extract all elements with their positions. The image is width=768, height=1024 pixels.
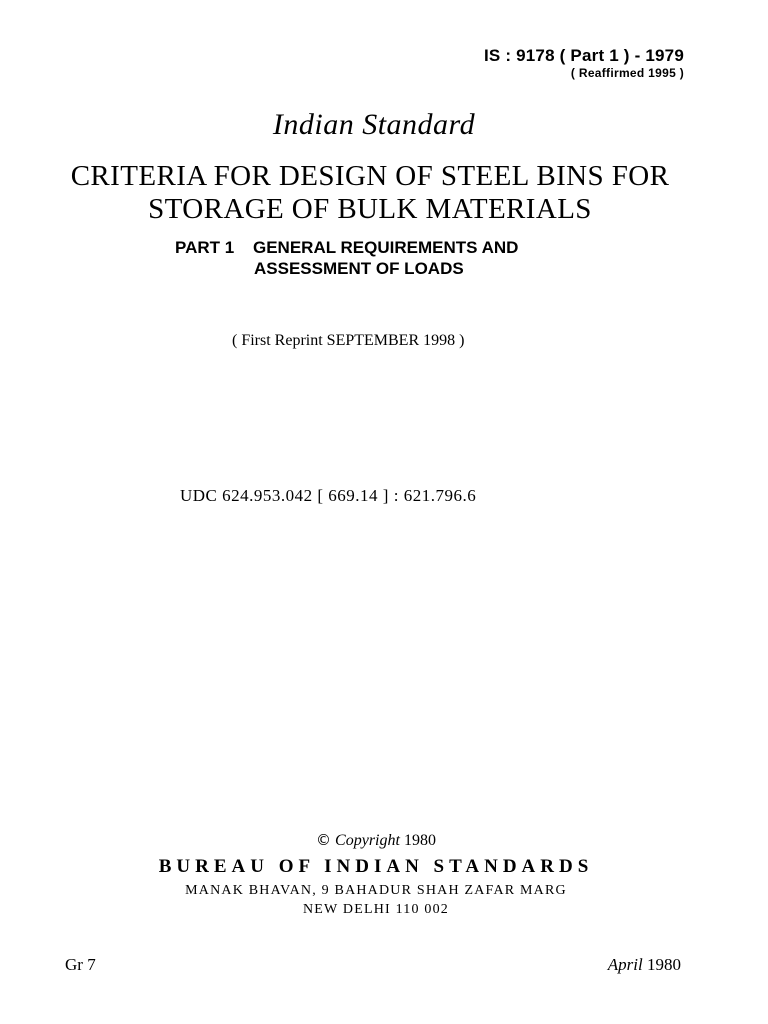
udc-classification: UDC 624.953.042 [ 669.14 ] : 621.796.6: [180, 486, 477, 505]
part-label: PART 1: [175, 238, 235, 257]
subtitle-line-2: ASSESSMENT OF LOADS: [254, 259, 464, 278]
subtitle-line-1: GENERAL REQUIREMENTS AND: [253, 238, 519, 257]
reaffirmed-note: ( Reaffirmed 1995 ): [570, 66, 684, 80]
copyright-year: 1980: [403, 832, 436, 849]
main-title-line-1: CRITERIA FOR DESIGN OF STEEL BINS FOR: [70, 160, 670, 192]
copyright-notice: [0, 831, 752, 850]
publisher-name: BUREAU OF INDIAN STANDARDS: [158, 856, 594, 877]
publisher-address-line-2: NEW DELHI 110 002: [303, 902, 449, 917]
part-heading: [175, 238, 518, 258]
main-title-line-2: STORAGE OF BULK MATERIALS: [148, 193, 592, 225]
copyright-word: Copyright: [335, 832, 400, 849]
publication-month: April: [607, 955, 643, 974]
publication-year: 1980: [647, 955, 681, 974]
publisher-address-line-1: MANAK BHAVAN, 9 BAHADUR SHAH ZAFAR MARG: [185, 883, 567, 898]
price-group: Gr 7: [65, 955, 96, 974]
reprint-note: ( First Reprint SEPTEMBER 1998 ): [232, 332, 465, 349]
copyright-symbol: ©: [316, 831, 332, 849]
standard-number: IS : 9178 ( Part 1 ) - 1979: [483, 46, 684, 65]
publication-date: [608, 955, 681, 975]
series-title: Indian Standard: [272, 108, 476, 141]
